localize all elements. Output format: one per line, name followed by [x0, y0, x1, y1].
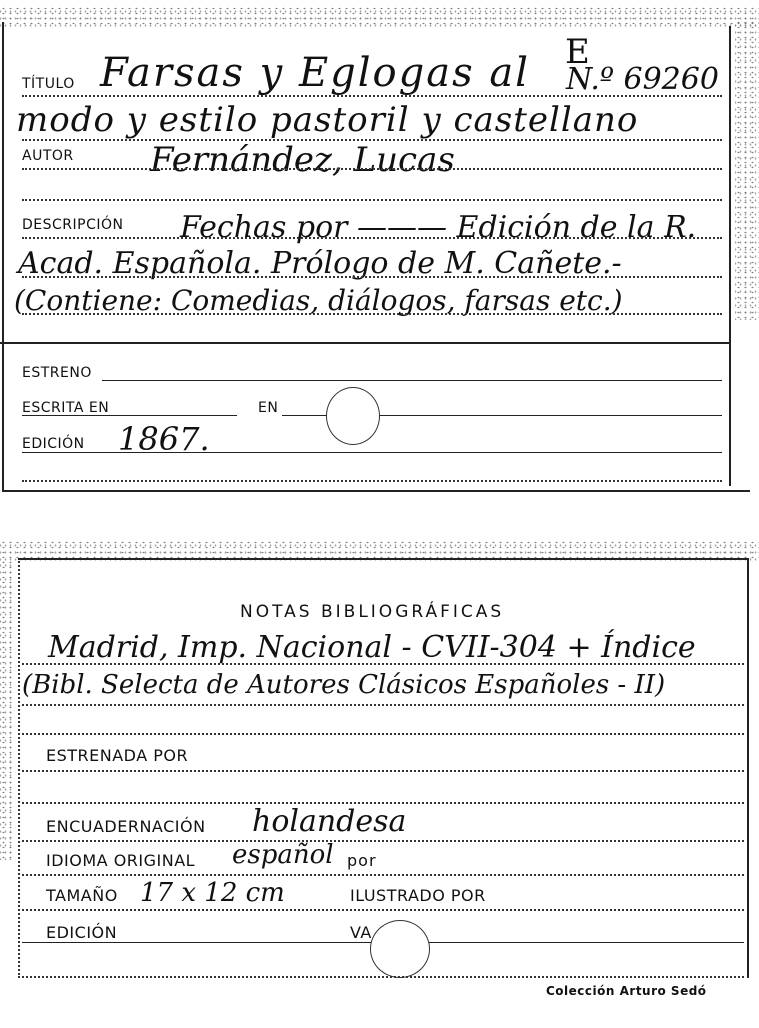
- encuadernacion-value: holandesa: [252, 804, 407, 839]
- descripcion-label: DESCRIPCIÓN: [22, 217, 124, 233]
- section-divider: [0, 342, 730, 344]
- tamano-rule: [22, 909, 744, 911]
- tamano-value: 17 x 12 cm: [140, 878, 285, 908]
- bottom-dotted-rule: [22, 480, 722, 482]
- notas-line1: Madrid, Imp. Nacional - CVII-304 + Índice: [48, 630, 696, 665]
- autor-value: Fernández, Lucas: [150, 140, 455, 180]
- ilustrado-por-label: ILUSTRADO POR: [350, 886, 486, 905]
- card-bottom-top-rule: [18, 558, 749, 560]
- escrita-en-label: ESCRITA EN: [22, 400, 110, 416]
- titulo-rule: [22, 95, 722, 97]
- autor-label: AUTOR: [22, 148, 74, 164]
- coleccion-credit: Colección Arturo Sedó: [546, 984, 707, 998]
- descripcion-line3: (Contiene: Comedias, diálogos, farsas etc.): [14, 284, 623, 317]
- punch-hole-bottom: [370, 920, 430, 978]
- card-top-right-border: [729, 26, 731, 486]
- card-bottom-right-border: [747, 558, 749, 978]
- tamano-label: TAMAÑO: [46, 886, 118, 905]
- notas-title: NOTAS BIBLIOGRÁFICAS: [240, 602, 505, 622]
- titulo-label: TÍTULO: [22, 76, 75, 92]
- descripcion-rule-1: [22, 237, 722, 239]
- titulo-line2: modo y estilo pastoril y castellano: [16, 100, 639, 140]
- catalog-card-bottom: [0, 540, 759, 1028]
- estrenada-por-rule: [22, 770, 744, 772]
- card-bottom-left-border: [18, 558, 20, 978]
- notas-rule-3: [22, 733, 744, 735]
- notas-line2: (Bibl. Selecta de Autores Clásicos Españoles - II): [22, 670, 666, 700]
- idioma-rule: [22, 874, 744, 876]
- descripcion-line2: Acad. Española. Prólogo de M. Cañete.-: [18, 246, 622, 281]
- idioma-value: español: [232, 840, 334, 870]
- idioma-label: IDIOMA ORIGINAL: [46, 851, 196, 870]
- final-dotted-rule: [22, 976, 744, 978]
- edicion-label-bottom: EDICIÓN: [46, 923, 118, 942]
- notas-rule-1: [22, 663, 744, 665]
- descripcion-line1: Fechas por ——— Edición de la R.: [180, 210, 697, 245]
- edicion-value: 1867.: [118, 420, 210, 458]
- estreno-label: ESTRENO: [22, 365, 92, 381]
- descripcion-rule-3: [22, 313, 722, 315]
- encuadernacion-rule: [22, 840, 744, 842]
- autor-rule: [22, 168, 722, 170]
- punch-hole-top: [326, 387, 380, 445]
- card-top-right-speckle: [735, 20, 759, 320]
- va-label: VA: [350, 923, 372, 942]
- titulo-line1: Farsas y Eglogas al: [100, 50, 530, 96]
- estrenada-por-label: ESTRENADA POR: [46, 746, 189, 765]
- edicion-label: EDICIÓN: [22, 436, 85, 452]
- card-top-bottom-border: [2, 490, 750, 492]
- blank-rule-1: [22, 199, 722, 201]
- card-top-speckle-edge: [0, 6, 759, 28]
- card-bottom-left-speckle: [0, 560, 14, 860]
- encuadernacion-label: ENCUADERNACIÓN: [46, 817, 206, 836]
- en-label: EN: [258, 400, 279, 416]
- card-top-left-border: [2, 22, 4, 492]
- catalog-card-top: [0, 0, 759, 495]
- catalog-number: N.º 69260: [566, 62, 719, 97]
- notas-rule-2: [22, 704, 744, 706]
- descripcion-rule-2: [22, 276, 722, 278]
- estreno-rule: [102, 380, 722, 381]
- por-label: por: [347, 851, 377, 870]
- edicion-rule: [22, 452, 722, 453]
- escrita-en-rule: [22, 415, 237, 416]
- corner-letter: E: [565, 32, 590, 72]
